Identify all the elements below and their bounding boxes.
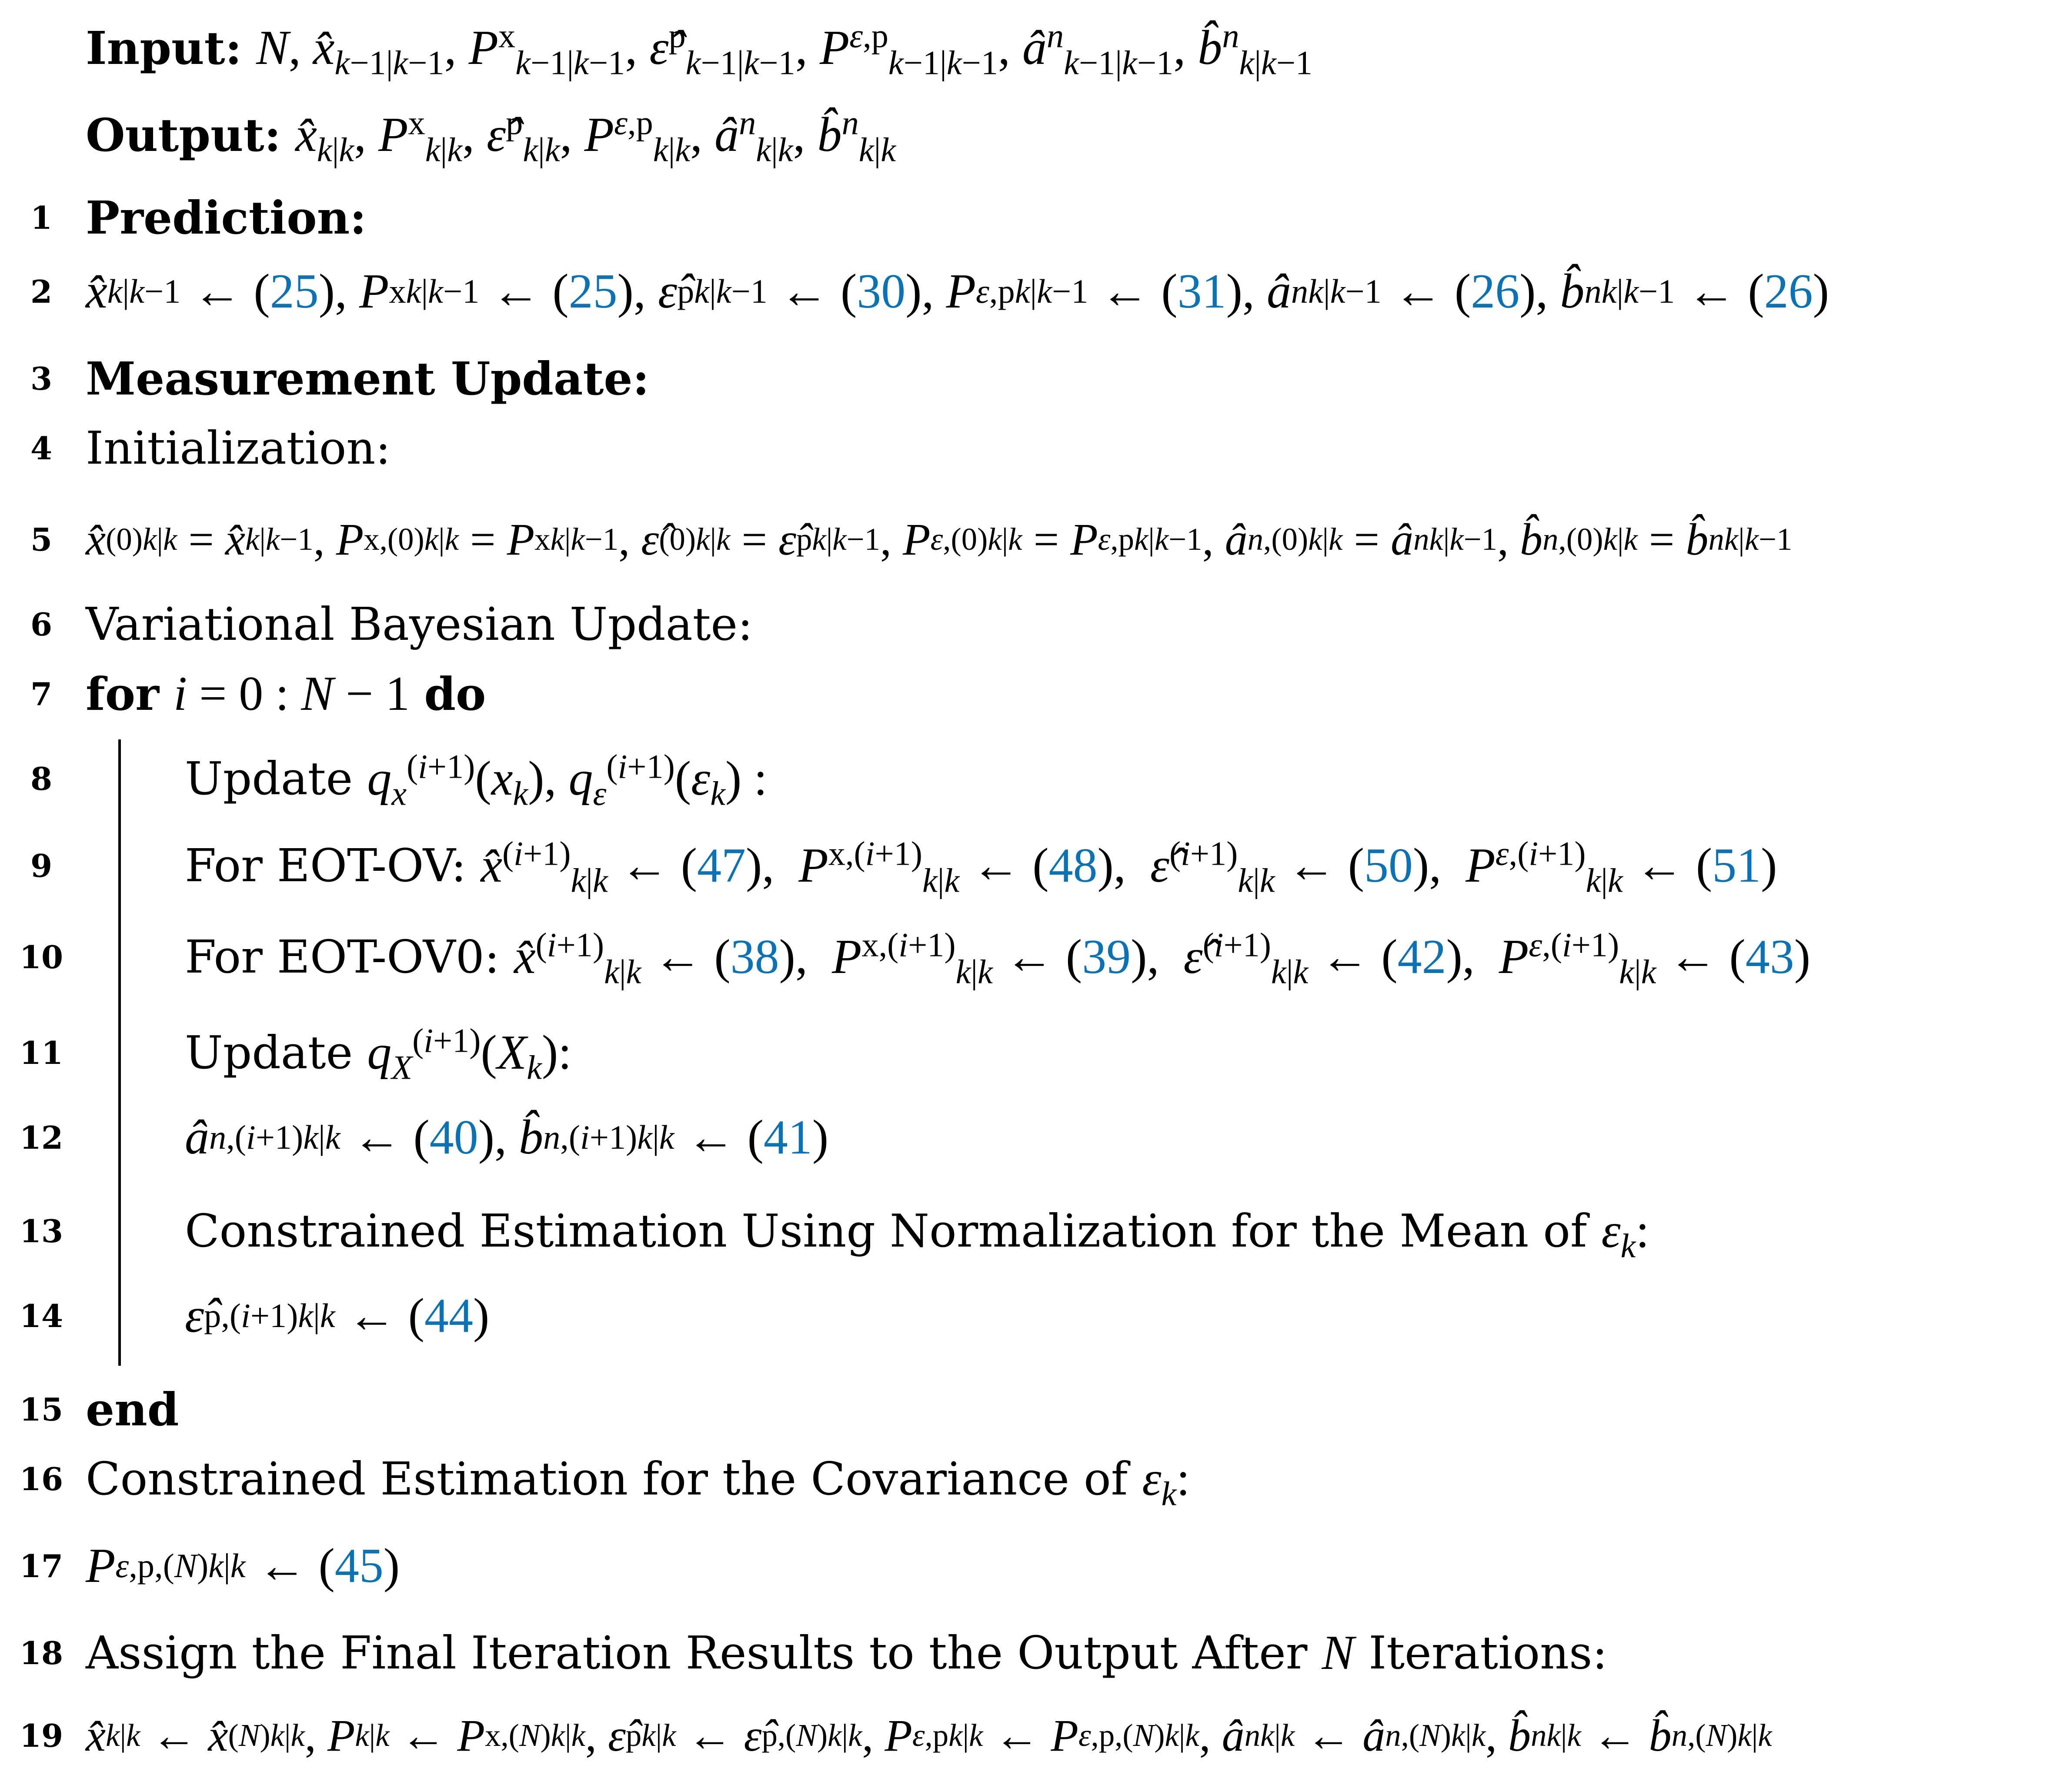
line-number: 4 bbox=[30, 429, 53, 467]
line-text: x̂ k|k−1 ← ( 25 ), P x k|k−1 ← ( 25 ), ε̂ p k|k−1 ← ( 30 ), P ε,p k|k−1 ← ( 31 ), â n k|k−1 ← ( 26 ), b̂ n k|k−1 ← ( 26 ) bbox=[86, 264, 1829, 320]
for-keyword: for bbox=[86, 667, 159, 721]
input-label: Input: bbox=[86, 21, 242, 75]
line-text: Constrained Estimation Using Normalization for the Mean of $\varepsilon_k$: bbox=[185, 1204, 1649, 1264]
line-text: Prediction: bbox=[86, 191, 367, 244]
line-text: P ε,p,(N) k|k ← ( 45 ) bbox=[86, 1538, 400, 1594]
line-text: Constrained Estimation for the Covariance of $\varepsilon_k$: bbox=[86, 1451, 1190, 1512]
equation-ref-link[interactable]: 38 bbox=[730, 929, 779, 984]
algo-line-18 bbox=[0, 1614, 2063, 1692]
end-keyword: end bbox=[86, 1382, 179, 1436]
line-number: 3 bbox=[30, 360, 53, 397]
algo-line-19 bbox=[0, 1696, 2063, 1775]
line-number: 2 bbox=[30, 273, 53, 310]
line-text: For EOT-OV: x̂$^{(i+1)}_{k|k}$ ← (47), $P^{x,(i+1)}_{k|k}$ ← (48), ε̂$^{(i+1)}_{k|k}$ ← (50), $P^{\varepsilon,(i+1)}_{k|k}$ ← (51) bbox=[185, 834, 1777, 899]
equation-ref-link[interactable]: 26 bbox=[1764, 264, 1813, 318]
line-number: 8 bbox=[30, 760, 53, 797]
do-keyword: do bbox=[424, 667, 486, 721]
algo-line-11 bbox=[0, 1013, 2063, 1092]
line-text: Update $q_X^{(i+1)}(X_k)$: bbox=[185, 1021, 572, 1086]
line-text: For EOT-OV0: x̂$^{(i+1)}_{k|k}$ ← (38), $P^{x,(i+1)}_{k|k}$ ← (39), ε̂$^{(i+1)}_{k|k}$ ← (42), $P^{\varepsilon,(i+1)}_{k|k}$ ← (43) bbox=[185, 926, 1811, 990]
line-text: Measurement Update: bbox=[86, 351, 649, 405]
algo-line-1 bbox=[0, 178, 2063, 257]
output-label: Output: bbox=[86, 108, 281, 162]
equation-ref-link[interactable]: 42 bbox=[1397, 929, 1446, 984]
line-number: 9 bbox=[30, 847, 53, 884]
line-text: ε̂ p,(i+1) k|k ← ( 44 ) bbox=[185, 1288, 489, 1344]
equation-ref-link[interactable]: 43 bbox=[1745, 929, 1794, 984]
line-text: x̂ k|k ← x̂ (N) k|k , P k|k ← P x,(N) k|k , ε̂ p k|k ← ε̂ p,(N) k|k , P ε,p k|k ← P ε,p,(N) k|k , â n k|k ← â n,(N) k|k , b̂ n k|k ← b̂ n,(N) k|k bbox=[86, 1710, 1772, 1761]
line-text: â n,(i+1) k|k ← ( 40 ), b̂ n,(i+1) k|k ← ( 41 ) bbox=[185, 1110, 828, 1166]
algo-line-9 bbox=[0, 826, 2063, 905]
line-text: x̂ (0) k|k = x̂ k|k−1 , P x,(0) k|k = P x k|k−1 , ε̂ (0) k|k = ε̂ p k|k−1 , P ε,(0) k|k = P ε,p k|k−1 , â n,(0) k|k = â n k|k−1 , b̂ n,(0) k|k = b̂ n k|k−1 bbox=[86, 514, 1793, 565]
line-text: Initialization: bbox=[86, 421, 391, 475]
algo-line-4 bbox=[0, 409, 2063, 487]
equation-ref-link[interactable]: 51 bbox=[1712, 838, 1761, 893]
algorithm-input bbox=[0, 9, 2063, 87]
algo-line-5 bbox=[0, 500, 2063, 578]
line-text: Assign the Final Iteration Results to the Output After N Iterations: bbox=[86, 1625, 1608, 1680]
line-number: 18 bbox=[19, 1634, 63, 1672]
algo-line-13 bbox=[0, 1192, 2063, 1270]
line-number: 19 bbox=[19, 1717, 63, 1754]
loop-range: i = 0 : N − 1 bbox=[173, 666, 410, 721]
equation-ref-link[interactable]: 41 bbox=[763, 1110, 812, 1164]
line-number: 14 bbox=[19, 1297, 63, 1334]
algo-line-12 bbox=[0, 1098, 2063, 1177]
equation-ref-link[interactable]: 25 bbox=[270, 264, 319, 318]
equation-ref-link[interactable]: 50 bbox=[1364, 838, 1413, 893]
equation-ref-link[interactable]: 31 bbox=[1177, 264, 1226, 318]
line-number: 16 bbox=[19, 1460, 63, 1498]
equation-ref-link[interactable]: 25 bbox=[568, 264, 618, 318]
algo-line-10 bbox=[0, 918, 2063, 996]
line-number: 7 bbox=[30, 675, 53, 712]
algo-line-3 bbox=[0, 339, 2063, 418]
line-number: 13 bbox=[19, 1212, 63, 1250]
algo-line-17 bbox=[0, 1527, 2063, 1605]
input-variables: N, $x̂_{k-1|k-1}$, $P^x_{k-1|k-1}$, ε̂$^p_{k-1|k-1}$, $P^{\varepsilon,p}_{k-1|k-1}$, $â^n_{k-1|k-1}$, b̂$^n_{k|k-1}$ bbox=[256, 17, 1313, 81]
line-number: 6 bbox=[30, 605, 53, 643]
line-number: 1 bbox=[30, 199, 53, 236]
equation-ref-link[interactable]: 40 bbox=[429, 1110, 478, 1164]
equation-ref-link[interactable]: 47 bbox=[697, 838, 746, 893]
line-text: Variational Bayesian Update: bbox=[86, 598, 753, 651]
algo-line-8 bbox=[0, 739, 2063, 818]
line-number: 10 bbox=[19, 938, 63, 976]
algorithm-output bbox=[0, 96, 2063, 174]
algo-line-14 bbox=[0, 1277, 2063, 1355]
equation-ref-link[interactable]: 44 bbox=[424, 1288, 473, 1343]
output-variables: $x̂_{k|k}$, $P^x_{k|k}$, ε̂$^p_{k|k}$, $P^{\varepsilon,p}_{k|k}$, $â^n_{k|k}$, b̂$^n_{k|k}$ bbox=[295, 104, 896, 168]
line-number: 17 bbox=[19, 1547, 63, 1585]
line-number: 15 bbox=[19, 1391, 63, 1428]
algo-line-6 bbox=[0, 585, 2063, 663]
line-number: 11 bbox=[19, 1034, 63, 1071]
equation-ref-link[interactable]: 30 bbox=[857, 264, 906, 318]
line-number: 12 bbox=[19, 1119, 63, 1156]
equation-ref-link[interactable]: 39 bbox=[1082, 929, 1131, 984]
algo-line-7 bbox=[0, 655, 2063, 733]
algo-line-15 bbox=[0, 1370, 2063, 1448]
equation-ref-link[interactable]: 26 bbox=[1471, 264, 1520, 318]
algo-line-16 bbox=[0, 1440, 2063, 1518]
equation-ref-link[interactable]: 48 bbox=[1048, 838, 1098, 893]
equation-ref-link[interactable]: 45 bbox=[334, 1538, 384, 1593]
line-number: 5 bbox=[30, 521, 53, 558]
algo-line-2 bbox=[0, 252, 2063, 331]
line-text: Update $q_x^{(i+1)}(x_k)$, $q_\varepsilon^{(i+1)}(\varepsilon_k)$ : bbox=[185, 747, 768, 812]
